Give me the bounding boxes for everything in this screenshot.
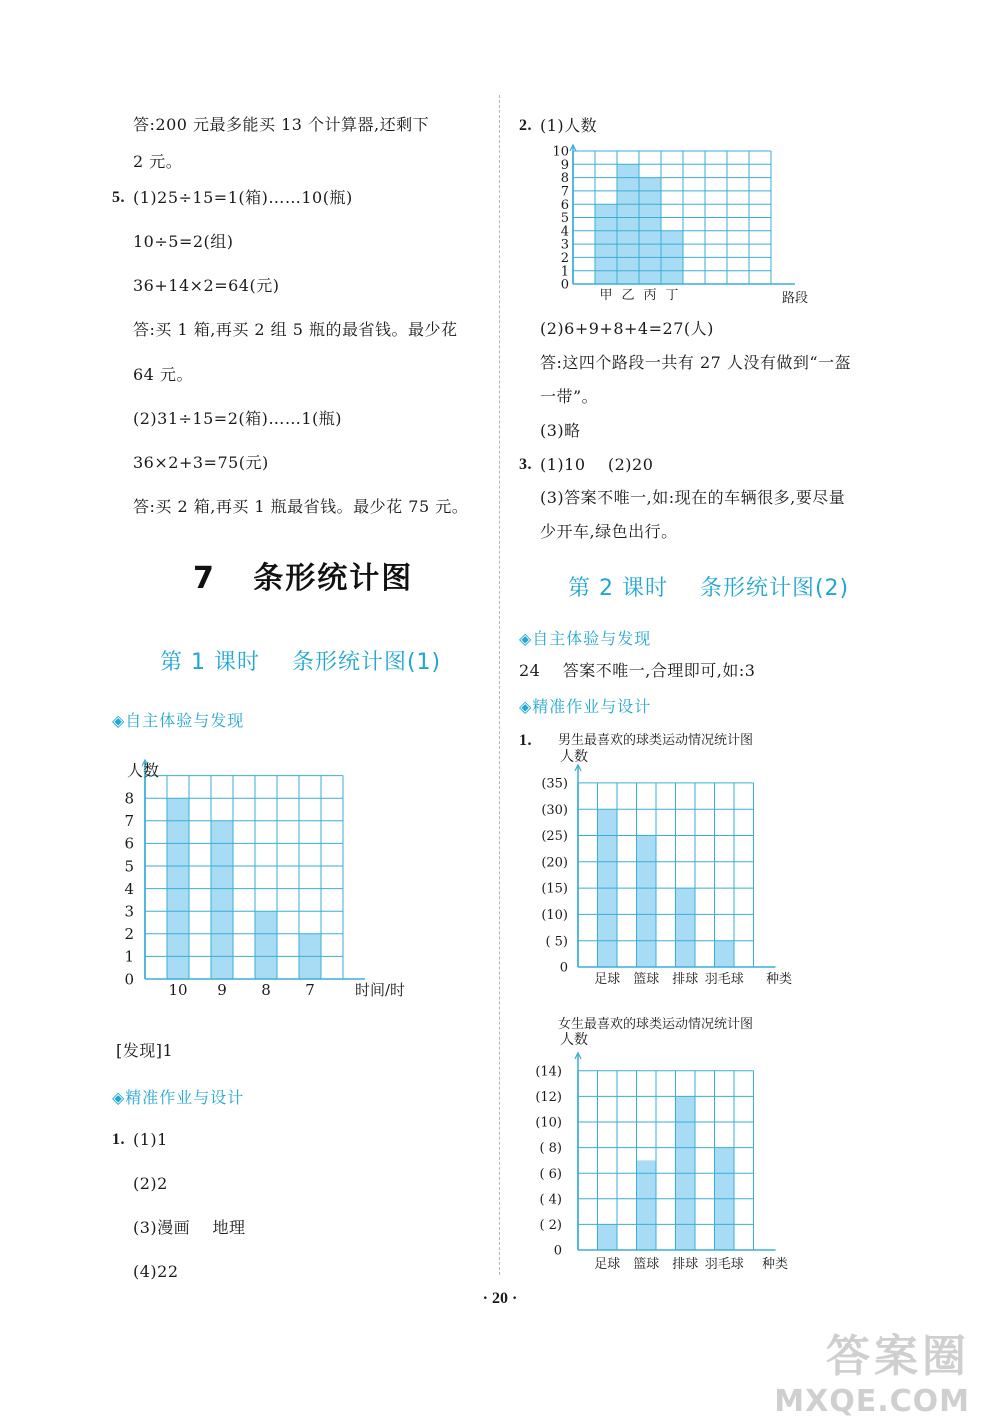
y-tick-label: (12) <box>535 1089 562 1105</box>
bar <box>255 911 277 979</box>
y-tick-label: 6 <box>560 197 569 213</box>
y-tick-label: 0 <box>560 277 569 293</box>
x-category-label: 排球 <box>672 1257 699 1272</box>
y-axis-label: 人数 <box>127 761 160 780</box>
y-tick-label: 6 <box>124 834 134 853</box>
y-tick-label: ( 6) <box>539 1166 562 1182</box>
x-axis-label: 路段 <box>782 291 809 306</box>
answer-line: (3)略 <box>540 421 581 440</box>
lesson-title: 第 1 课时 条形统计图(1) <box>160 650 442 675</box>
y-tick-label: 7 <box>560 184 569 200</box>
y-tick-label: 8 <box>124 789 134 808</box>
y-tick-label: 4 <box>124 879 134 898</box>
discover-note: [发现]1 <box>116 1041 174 1060</box>
x-category-label: 9 <box>217 981 227 999</box>
bar <box>637 1160 657 1250</box>
answer-line: (2)6+9+8+4=27(人) <box>540 319 714 338</box>
y-tick-label: (14) <box>535 1064 562 1080</box>
y-tick-label: 10 <box>552 144 569 160</box>
answer-line: 24 答案不唯一,合理即可,如:3 <box>519 661 756 680</box>
answer-line: 答:这四个路段一共有 27 人没有做到“一盔 <box>540 353 852 372</box>
y-tick-label: 8 <box>560 171 569 187</box>
bar-chart-girls <box>536 1012 836 1277</box>
y-tick-label: 4 <box>560 224 569 240</box>
bar <box>211 821 233 979</box>
x-category-label: 篮球 <box>633 972 660 987</box>
y-tick-label: ( 4) <box>539 1192 562 1208</box>
y-tick-label: 5 <box>560 211 569 227</box>
x-category-label: 排球 <box>672 972 699 987</box>
y-tick-label: (20) <box>541 855 568 871</box>
bar-chart-road <box>545 140 835 315</box>
answer-line: (1)人数 <box>540 116 598 135</box>
x-axis-label: 时间/时 <box>355 981 406 999</box>
answer-line: 答:买 1 箱,再买 2 组 5 瓶的最省钱。最少花 <box>133 320 458 339</box>
y-tick-label: ( 2) <box>539 1217 562 1233</box>
y-tick-label: 0 <box>124 970 134 989</box>
x-axis-label: 种类 <box>766 972 793 987</box>
y-axis-label: 人数 <box>560 1032 588 1048</box>
bar <box>598 1224 618 1250</box>
y-tick-label: 1 <box>124 947 134 966</box>
section-heading: ◈自主体验与发现 <box>112 711 245 730</box>
bar <box>617 164 639 284</box>
x-category-label: 8 <box>261 981 271 999</box>
section-heading: ◈精准作业与设计 <box>519 697 652 716</box>
answer-line: (3)答案不唯一,如:现在的车辆很多,要尽量 <box>540 488 846 507</box>
bar <box>715 941 735 967</box>
answer-line: 少开车,绿色出行。 <box>540 522 678 541</box>
y-tick-label: (10) <box>541 907 568 923</box>
answer-line: 36+14×2=64(元) <box>133 276 280 295</box>
x-category-label: 7 <box>305 981 315 999</box>
section-heading: ◈精准作业与设计 <box>112 1088 245 1107</box>
x-category-label: 10 <box>168 981 188 999</box>
question-number: 2. <box>519 117 532 134</box>
section-heading: ◈自主体验与发现 <box>519 629 652 648</box>
answer-line: (1)25÷15=1(箱)……10(瓶) <box>133 188 353 207</box>
y-tick-label: 7 <box>124 812 134 831</box>
answer-line: (2)2 <box>133 1174 168 1193</box>
y-tick-label: ( 8) <box>539 1141 562 1157</box>
x-category-label: 足球 <box>594 972 621 987</box>
x-category-label: 羽毛球 <box>704 1257 744 1272</box>
bar <box>637 836 657 968</box>
question-number: 3. <box>519 456 532 473</box>
y-tick-label: (10) <box>535 1115 562 1131</box>
bar-chart-time <box>110 760 450 1010</box>
x-category-label: 甲 <box>599 288 613 303</box>
y-tick-label: 3 <box>560 237 569 253</box>
chart-title: 女生最喜欢的球类运动情况统计图 <box>558 1017 754 1032</box>
bar <box>676 888 696 967</box>
x-category-label: 乙 <box>621 288 635 303</box>
answer-line: 答:买 2 箱,再买 1 瓶最省钱。最少花 75 元。 <box>133 497 469 516</box>
y-tick-label: (25) <box>541 829 568 845</box>
y-tick-label: (30) <box>541 802 568 818</box>
y-tick-label: 1 <box>560 264 569 280</box>
y-axis-label: 人数 <box>560 749 588 765</box>
watermark <box>774 1320 970 1419</box>
answer-line: (3)漫画 地理 <box>133 1218 246 1237</box>
x-category-label: 丙 <box>643 288 657 303</box>
answer-line: (1)1 <box>133 1130 168 1149</box>
answer-line: (2)31÷15=2(箱)……1(瓶) <box>133 409 343 428</box>
answer-line: (4)22 <box>133 1262 179 1281</box>
y-tick-label: 5 <box>124 857 134 876</box>
answer-line: 2 元。 <box>133 152 183 171</box>
y-tick-label: 2 <box>560 250 569 266</box>
answer-line: 64 元。 <box>133 365 193 384</box>
y-tick-label: (15) <box>541 881 568 897</box>
y-tick-label: (35) <box>541 776 568 792</box>
question-number: 5. <box>112 189 125 206</box>
y-tick-label: 9 <box>560 157 569 173</box>
question-number: 1. <box>519 732 532 749</box>
x-category-label: 丁 <box>665 288 679 303</box>
y-tick-label: 0 <box>559 960 568 976</box>
y-tick-label: 3 <box>124 902 134 921</box>
answer-line: 10÷5=2(组) <box>133 232 234 251</box>
y-tick-label: 2 <box>124 925 134 944</box>
x-axis-label: 种类 <box>762 1257 789 1272</box>
page-number: · 20 · <box>482 1290 518 1307</box>
bar-chart-boys <box>540 728 840 993</box>
answer-line: 答:200 元最多能买 13 个计算器,还剩下 <box>133 115 430 134</box>
watermark-logo-text: 答案圈 <box>826 1331 970 1382</box>
chart-title: 男生最喜欢的球类运动情况统计图 <box>558 733 754 748</box>
x-category-label: 羽毛球 <box>704 972 744 987</box>
question-number: 1. <box>112 1131 125 1148</box>
y-tick-label: ( 5) <box>545 934 568 950</box>
answer-line: (1)10 (2)20 <box>540 455 654 474</box>
answer-line: 一带”。 <box>540 387 599 406</box>
answer-line: 36×2+3=75(元) <box>133 453 269 472</box>
x-category-label: 足球 <box>594 1257 621 1272</box>
column-divider <box>499 95 500 1275</box>
watermark-url: MXQE.COM <box>774 1384 970 1419</box>
lesson-title: 第 2 课时 条形统计图(2) <box>568 576 850 601</box>
x-category-label: 篮球 <box>633 1257 660 1272</box>
y-tick-label: 0 <box>553 1243 562 1259</box>
chapter-title: 7 条形统计图 <box>193 561 414 596</box>
